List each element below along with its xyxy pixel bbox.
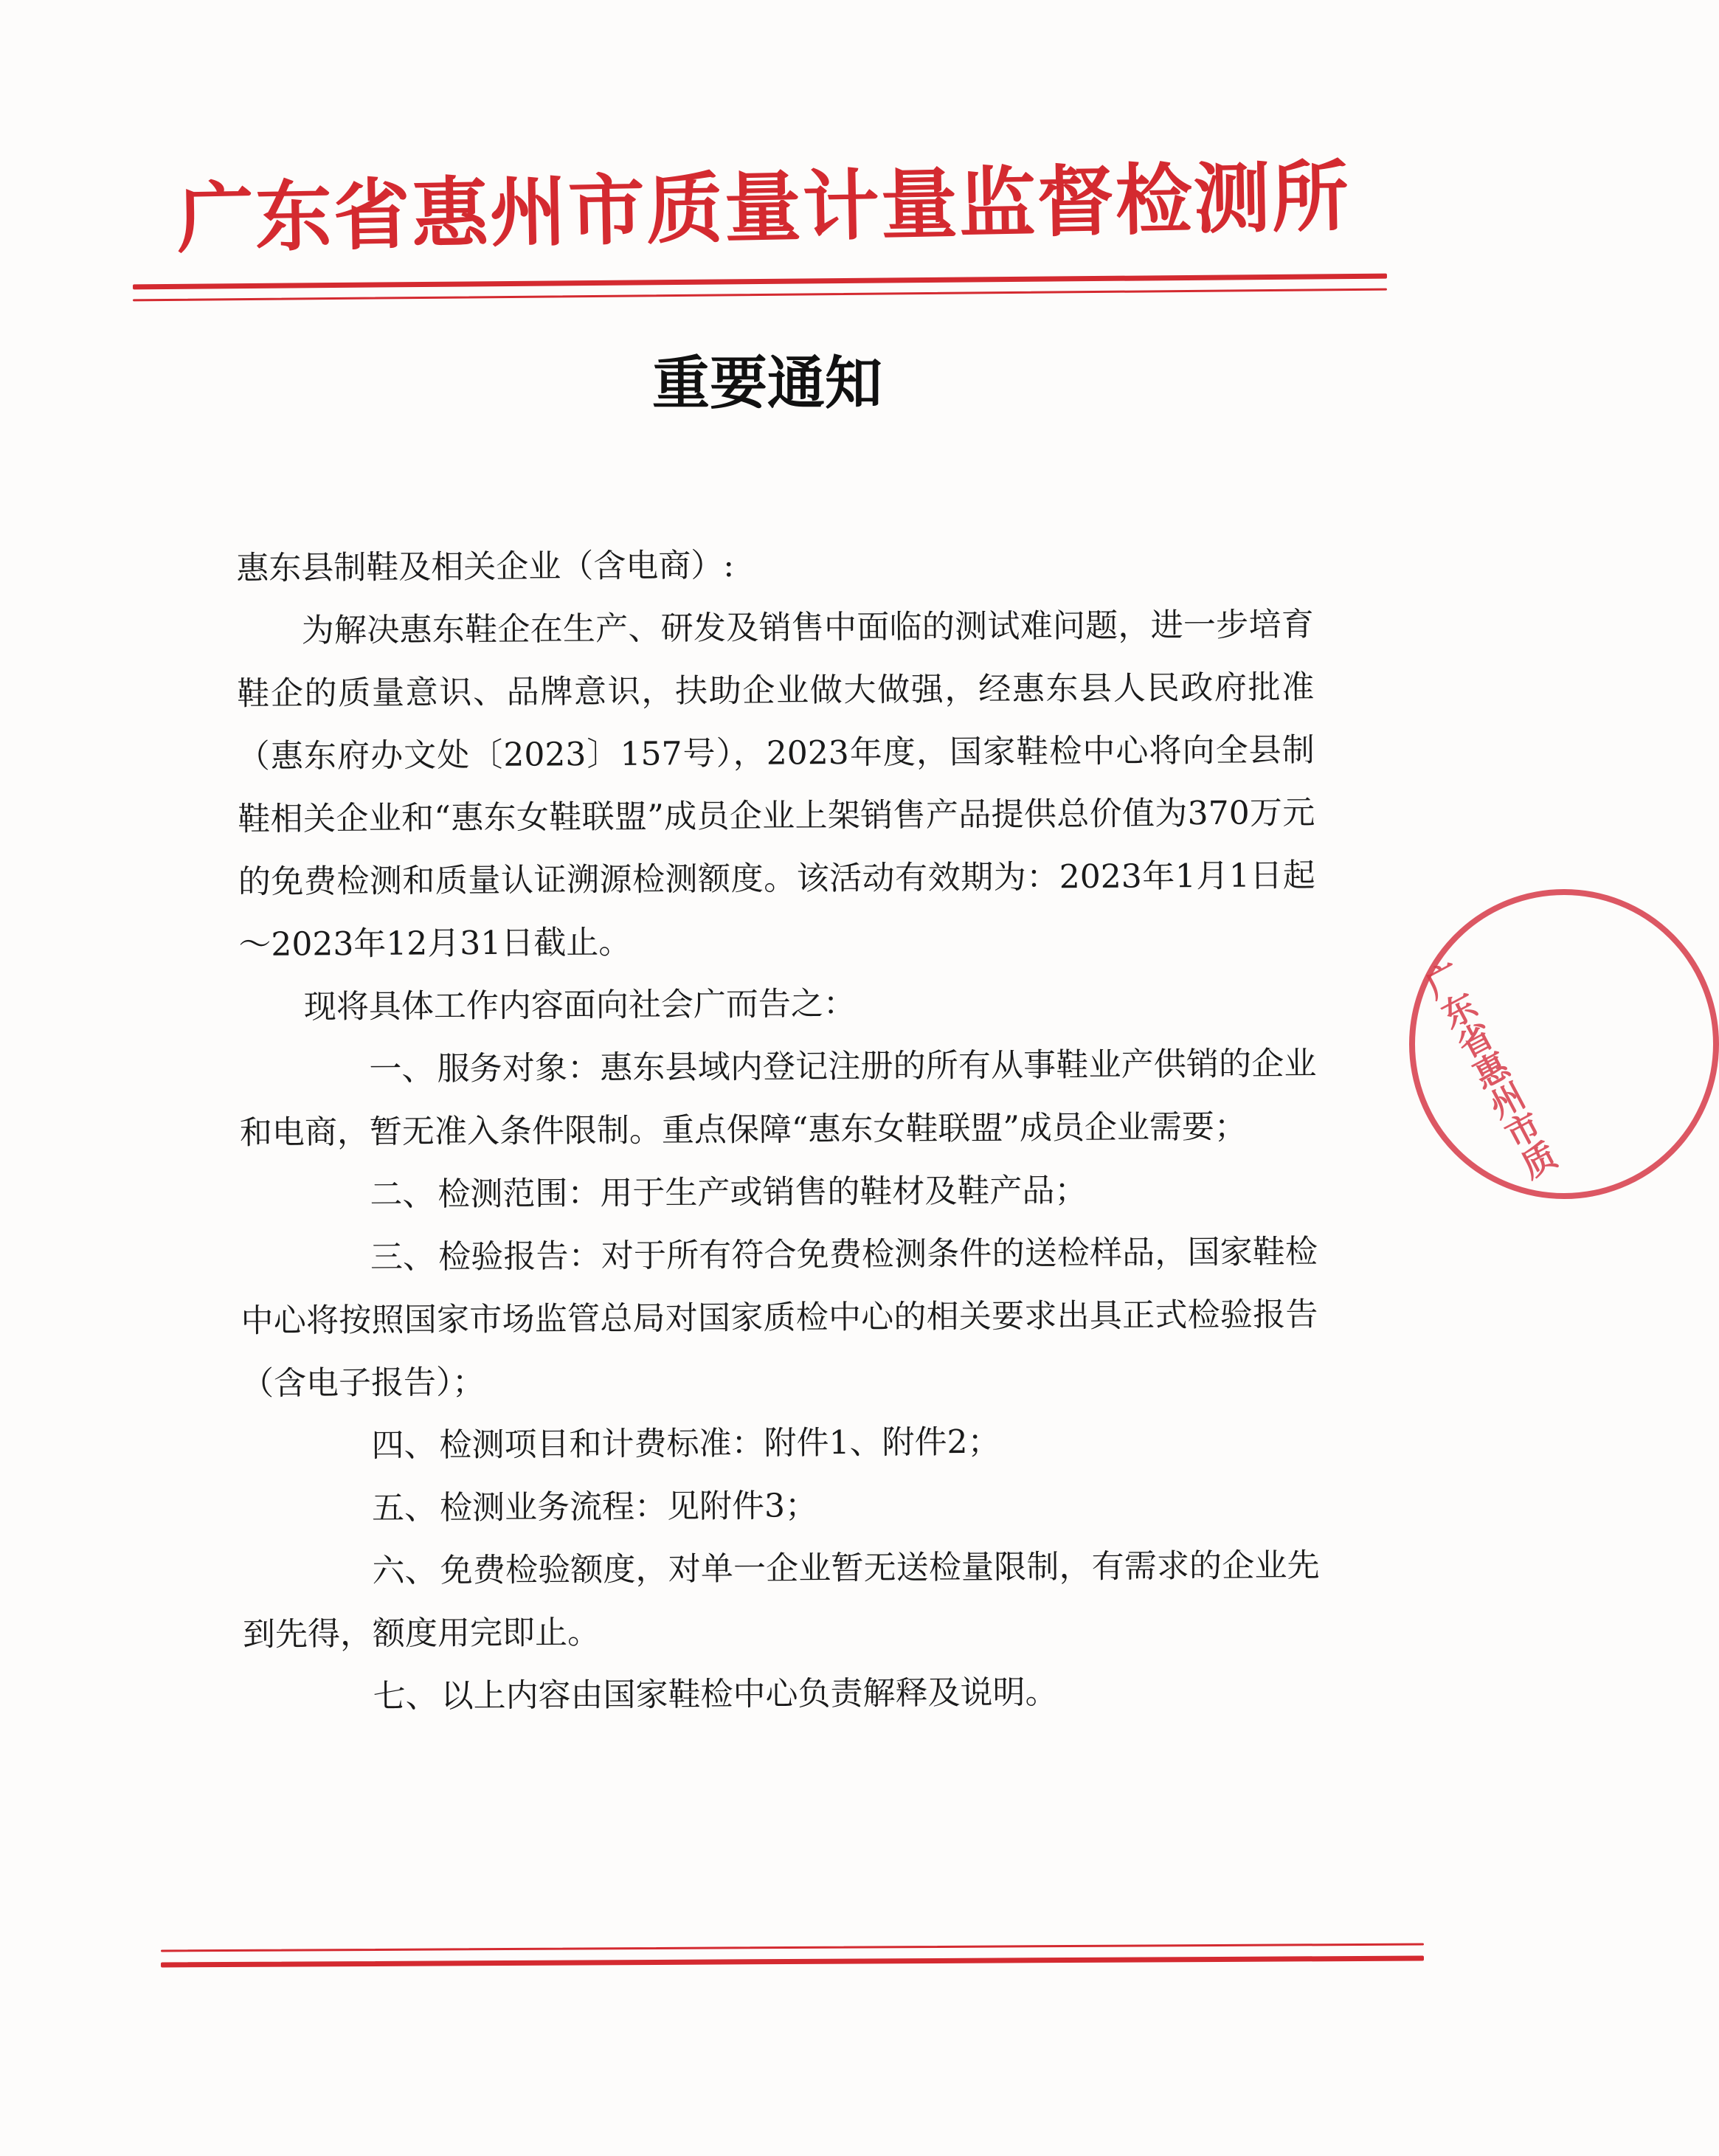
list-item (241, 1220, 1319, 1415)
list-item (242, 1534, 1320, 1666)
salutation: 惠东县制鞋及相关企业（含电商）: (236, 546, 735, 587)
list-item-text: 检测项目和计费标准：附件1、附件2； (439, 1423, 1000, 1465)
letterhead-top-rule-thin (133, 288, 1387, 302)
list-item-number: 五、 (371, 1489, 437, 1527)
list-item-text: 免费检验额度，对单一企业暂无送检量限制，有需求的企业先到先得，额度用完即止。 (242, 1547, 1320, 1654)
list-item (241, 1409, 1318, 1478)
footer-rule-thin (161, 1943, 1424, 1952)
paragraph-announcement: 现将具体工作内容面向社会广而告之： (303, 984, 857, 1026)
list-item (243, 1659, 1320, 1729)
list-item-number: 六、 (372, 1552, 437, 1590)
list-item (239, 1032, 1317, 1164)
list-item (240, 1158, 1317, 1227)
list-item-number: 一、 (369, 1050, 435, 1088)
list-item-text: 检测范围：用于生产或销售的鞋材及鞋产品； (437, 1171, 1087, 1214)
footer-rule (161, 1956, 1424, 1968)
list-item-number: 四、 (371, 1426, 437, 1465)
list-item (242, 1471, 1319, 1541)
list-item-number: 三、 (370, 1238, 436, 1276)
list-item-number: 二、 (370, 1175, 435, 1214)
list-item-text: 服务对象：惠东县域内登记注册的所有从事鞋业产供销的企业和电商，暂无准入条件限制。重点保障“惠东女鞋联盟”成员企业需要； (239, 1045, 1317, 1152)
notice-body (236, 531, 1321, 1729)
official-seal-text: 广东省惠州市质 (1415, 956, 1563, 1185)
org-letterhead-title: 广东省惠州市质量计量监督检测所 (176, 151, 1351, 264)
list-item-text: 检测业务流程：见附件3； (439, 1487, 818, 1527)
letterhead-top-rule (133, 274, 1387, 290)
list-item-number: 七、 (373, 1677, 438, 1716)
list-item-text: 以上内容由国家鞋检中心负责解释及说明。 (440, 1673, 1058, 1716)
paragraph-intro: 为解决惠东鞋企在生产、研发及销售中面临的测试难问题，进一步培育鞋企的质量意识、品牌意识，扶助企业做大做强，经惠东县人民政府批准（惠东府办文处〔2023〕157号），2023年度，国家鞋检中心将向全县制鞋相关企业和“惠东女鞋联盟”成员企业上架销售产品提供总价值为370万元的免费检测和质量认证溯源检测额度。该活动有效期为：2023年1月1日起～2023年12月31日截止。 (237, 606, 1315, 964)
list-item-text: 检验报告：对于所有符合免费检测条件的送检样品，国家鞋检中心将按照国家市场监管总局对国家质检中心的相关要求出具正式检验报告（含电子报告）； (241, 1233, 1318, 1403)
notice-title: 重要通知 (651, 350, 882, 417)
